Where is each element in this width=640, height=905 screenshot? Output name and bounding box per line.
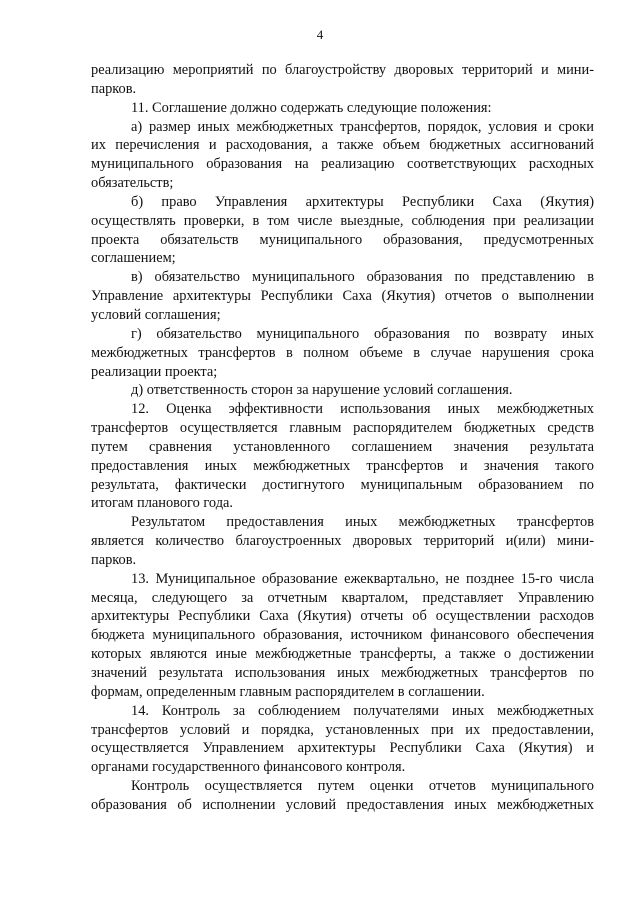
- text-line: предоставления иных межбюджетных трансфертов и значения такого: [91, 457, 594, 474]
- text-line: которых являются иные межбюджетные трансферты, а также о достижении: [91, 646, 594, 663]
- text-line: межбюджетных трансфертов в полном объеме в случае нарушения срока: [91, 344, 594, 361]
- text-line: условий соглашения;: [91, 306, 221, 323]
- text-line: образования об исполнении условий предоставления иных межбюджетных: [91, 796, 594, 813]
- text-line: парков.: [91, 80, 137, 97]
- text-line: Результатом предоставления иных межбюджетных трансфертов: [131, 514, 594, 531]
- text-line: г) обязательство муниципального образования по возврату иных: [131, 325, 594, 342]
- text-line: в) обязательство муниципального образования по представлению в: [131, 269, 594, 286]
- text-line: реализации проекта;: [91, 363, 218, 380]
- text-line: б) право Управления архитектуры Республики Саха (Якутия): [131, 193, 594, 210]
- text-line: месяца, следующего за отчетным кварталом, представляет Управлению: [91, 589, 594, 606]
- page-number: 4: [316, 27, 324, 42]
- text-line: итогам планового года.: [91, 495, 234, 512]
- text-line: парков.: [91, 551, 137, 568]
- text-line: путем сравнения установленного соглашением значения результата: [91, 438, 594, 455]
- text-line: трансфертов условий и порядка, установленных при их предоставлении,: [91, 721, 594, 738]
- text-line: результата, фактически достигнутого муниципальным образованием по: [91, 476, 594, 493]
- text-line: осуществлять проверки, в том числе выездные, соблюдения при реализации: [91, 212, 594, 229]
- document-body: [91, 61, 594, 815]
- text-line: органами государственного финансового контроля.: [91, 759, 406, 776]
- text-line: а) размер иных межбюджетных трансфертов, порядок, условия и сроки: [131, 118, 594, 135]
- text-line: муниципального образования на реализацию соответствующих расходных: [91, 156, 594, 173]
- text-line: Контроль осуществляется путем оценки отчетов муниципального: [131, 778, 594, 795]
- text-line: бюджета муниципального образования, источником финансового обеспечения: [91, 627, 594, 644]
- text-line: их перечисления и расходования, а также объем бюджетных ассигнований: [91, 137, 594, 154]
- text-line: проекта обязательств муниципального образования, предусмотренных: [91, 231, 594, 248]
- text-line: 11. Соглашение должно содержать следующие положения:: [131, 99, 492, 116]
- text-line: 12. Оценка эффективности использования иных межбюджетных: [131, 401, 594, 418]
- text-line: реализацию мероприятий по благоустройству дворовых территорий и мини-: [91, 62, 594, 78]
- text-line: формам, определенным главным распорядителем в соглашении.: [91, 683, 485, 700]
- text-line: является количество благоустроенных дворовых территорий и(или) мини-: [91, 533, 594, 550]
- text-line: осуществляется Управлением архитектуры Республики Саха (Якутия) и: [91, 740, 594, 757]
- text-line: архитектуры Республики Саха (Якутия) отчеты об осуществлении расходов: [91, 608, 594, 625]
- text-line: значений результата использования иных межбюджетных трансфертов по: [91, 665, 594, 681]
- text-line: обязательств;: [91, 175, 174, 192]
- text-line: 13. Муниципальное образование ежеквартально, не позднее 15-го числа: [131, 570, 594, 587]
- text-line: д) ответственность сторон за нарушение условий соглашения.: [131, 382, 513, 399]
- text-line: соглашением;: [91, 250, 176, 267]
- text-line: 14. Контроль за соблюдением получателями иных межбюджетных: [131, 702, 594, 719]
- text-line: трансфертов осуществляется главным распорядителем бюджетных средств: [91, 420, 594, 437]
- text-line: Управление архитектуры Республики Саха (Якутия) отчетов о выполнении: [91, 288, 594, 305]
